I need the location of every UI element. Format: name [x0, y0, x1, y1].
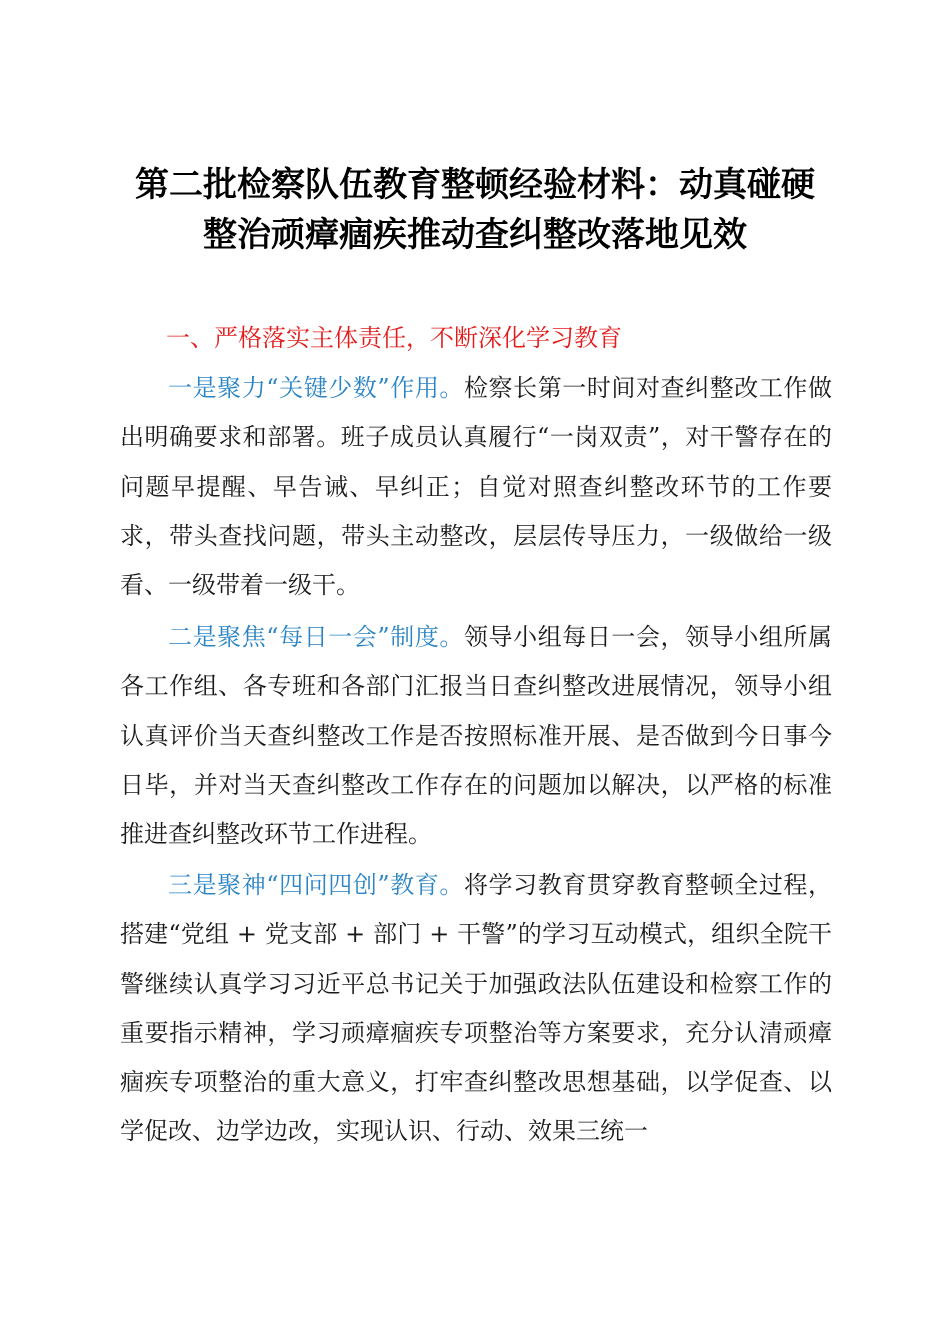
paragraph-3 [120, 861, 832, 1157]
paragraph-3-lead: 三是聚神“四问四创”教育。 [168, 871, 464, 899]
paragraph-2-text: 领导小组每日一会，领导小组所属各工作组、各专班和各部门汇报当日查纠整改进展情况，领导小组认真评价当天查纠整改工作是否按照标准开展、是否做到今日事今日毕，并对当天查纠整改工作存在的问题加以解决，以严格的标准推进查纠整改环节工作进程。 [120, 623, 832, 849]
document-title-line-1: 第二批检察队伍教育整顿经验材料：动真碰硬 [135, 165, 815, 205]
document-title-line-2: 整治顽瘴痼疾推动查纠整改落地见效 [203, 215, 747, 255]
paragraph-1-text: 检察长第一时间对查纠整改工作做出明确要求和部署。班子成员认真履行“一岗双责”，对干警存在的问题早提醒、早告诫、早纠正；自觉对照查纠整改环节的工作要求，带头查找问题，带头主动整改，层层传导压力，一级做给一级看、一级带着一级干。 [120, 374, 832, 600]
paragraph-2 [120, 613, 832, 859]
section-heading: 一、严格落实主体责任，不断深化学习教育 [166, 324, 622, 352]
paragraph-3-text: 将学习教育贯穿教育整顿全过程，搭建“党组 + 党支部 + 部门 + 干警”的学习互动模式，组织全院干警继续认真学习习近平总书记关于加强政法队伍建设和检察工作的重要指示精神，学习顽瘴痼疾专项整治等方案要求，充分认清顽瘴痼疾专项整治的重大意义，打牢查纠整改思想基础，以学促查、以学促改、边学边改，实现认识、行动、效果三统一 [120, 871, 832, 1146]
paragraph-2-lead: 二是聚焦“每日一会”制度。 [168, 623, 464, 651]
paragraph-1-lead: 一是聚力“关键少数”作用。 [168, 374, 464, 402]
paragraph-1 [120, 364, 832, 610]
